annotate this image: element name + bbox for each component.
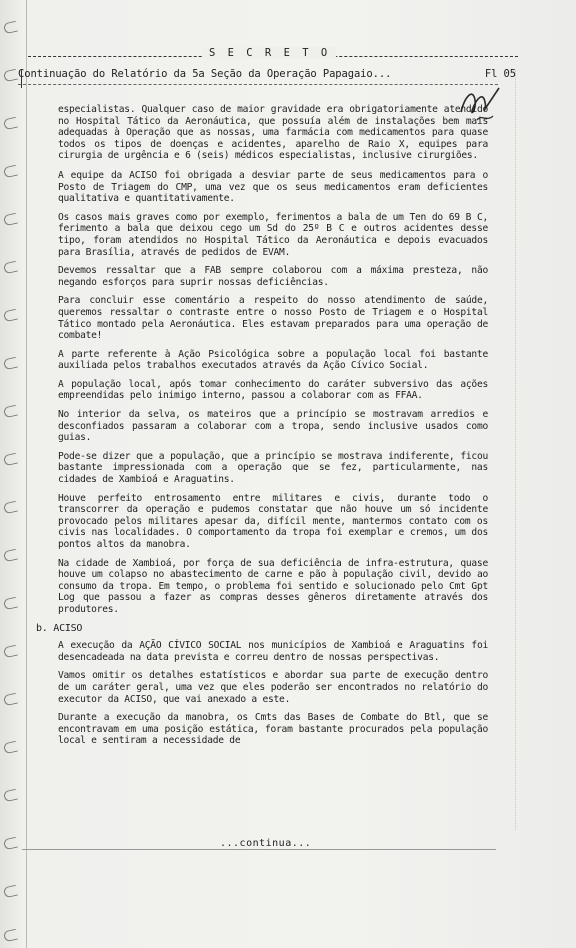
paragraph: Devemos ressaltar que a FAB sempre colaborou com a máxima presteza, não negando esforços para suprir nossas deficiências. (58, 265, 488, 288)
paragraph: Pode-se dizer que a população, que a princípio se mostrava indiferente, ficou bastante impressionada com a operação que se fez, particularmente, nas cidades de Xambioá e Araguatins. (58, 450, 488, 486)
binder-hole-icon (3, 261, 18, 274)
report-title: Continuação do Relatório da 5a Seção da Operação Papagaio... (18, 68, 392, 80)
binder-hole-icon (3, 309, 18, 322)
folio-number: Fl 05 (484, 68, 516, 80)
binder-hole-icon (3, 741, 18, 754)
paragraph: Durante a execução da manobra, os Cmts das Bases de Combate do Btl, que se encontravam em uma posição estática, foram bastante procurados pela população local e sentiram a necessidade de (58, 712, 488, 747)
binder-hole-icon (3, 453, 18, 466)
paragraph: No interior da selva, os mateiros que a princípio se mostravam arredios e desconfiados passaram a colaborar com a tropa, sendo inclusive usados como guias. (58, 409, 488, 444)
binder-hole-icon (3, 789, 18, 802)
report-body (36, 104, 488, 754)
paragraph: Vamos omitir os detalhes estatísticos e abordar sua parte de execução dentro de um caráter geral, uma vez que eles poderão ser encontrados no relatório do executor da ACISO, que vai anexado a este. (58, 670, 488, 705)
binder-hole-icon (3, 165, 18, 178)
footer-rule (22, 849, 496, 850)
binder-hole-icon (3, 357, 18, 370)
classification-mark: S E C R E T O (203, 47, 336, 59)
paragraph: A população local, após tomar conhecimento do caráter subversivo das ações empreendidas pelo inimigo interno, passou a colaborar com as FFAA. (58, 378, 488, 402)
binder-hole-icon (3, 405, 18, 418)
section-heading: b. ACISO (36, 622, 83, 634)
paragraph: Os casos mais graves como por exemplo, ferimentos a bala de um Ten do 69 B C, ferimento a bala que deixou cego um Sd do 25º B C e outros acidentes desse tipo, foram atendidos no Hospital Tático da Aeronáutica e depois evacuados para Brasília, através de pedidos de EVAM. (58, 211, 488, 258)
binder-hole-icon (3, 549, 18, 562)
classification-line (18, 48, 538, 64)
margin-mark (21, 70, 22, 88)
binder-hole-icon (3, 597, 18, 610)
paragraph: A parte referente à Ação Psicológica sobre a população local foi bastante auxiliada pelos trabalhos executados através da Ação Cívico Social. (58, 348, 488, 372)
binder-hole-icon (3, 693, 18, 706)
paragraph: A execução da AÇÃO CÍVICO SOCIAL nos municípios de Xambioá e Araguatins foi desencadeada na data prevista e correu dentro de nossas perspectivas. (58, 640, 488, 663)
binder-hole-icon (3, 501, 18, 514)
binding-margin (0, 0, 27, 948)
paragraph: Houve perfeito entrosamento entre militares e civis, durante todo o transcorrer da operação e pudemos constatar que não houve um só incidente provocado pelos militares apesar da, difícil mente, mantermos contato com os civis nas localidades. O comportamento da tropa foi exemplar e cremos, um dos pontos altos da manobra. (58, 492, 488, 550)
paragraph: Na cidade de Xambioá, por força de sua deficiência de infra-estrutura, quase houve um colapso no abastecimento de carne e pão à população civil, devido ao consumo da tropa. Em tempo, o problema foi sentido e solucionado pelo Cmt Gpt Log que passou a fazer as compras desses gêneros diretamente através dos produtores. (58, 557, 488, 615)
binder-hole-icon (3, 929, 18, 942)
header-rule (18, 84, 498, 85)
continuation-mark: ...continua... (220, 838, 312, 849)
binder-hole-icon (3, 117, 18, 130)
page-edge-shadow (515, 70, 516, 830)
binder-hole-icon (3, 21, 18, 34)
binder-hole-icon (3, 837, 18, 850)
binder-hole-icon (3, 213, 18, 226)
paragraph: A equipe da ACISO foi obrigada a desviar parte de seus medicamentos para o Posto de Triagem do CMP, uma vez que os seus medicamentos eram deficientes qualitativa e quantitativamente. (58, 169, 488, 205)
binder-hole-icon (3, 885, 18, 898)
binder-hole-icon (3, 645, 18, 658)
paragraph: especialistas. Qualquer caso de maior gravidade era obrigatoriamente atendido no Hospital Tático da Aeronáutica, que possuía além de instalações bem mais adequadas à Operação que as nossas, uma farmácia com medicamentos para quase todos os tipos de doenças e acidentes, aparelho de Raio X, equipes para cirurgia de urgência e 6 (seis) médicos especialistas, inclusive cirurgiões. (58, 104, 488, 162)
document-header (18, 48, 538, 80)
binder-hole-icon (3, 69, 18, 82)
paragraph: Para concluir esse comentário a respeito do nosso atendimento de saúde, queremos ressaltar o contraste entre o nosso Posto de Triagem e o Hospital Tático montado pela Aeronáutica. Eles estavam preparados para uma operação de combate! (58, 295, 488, 342)
